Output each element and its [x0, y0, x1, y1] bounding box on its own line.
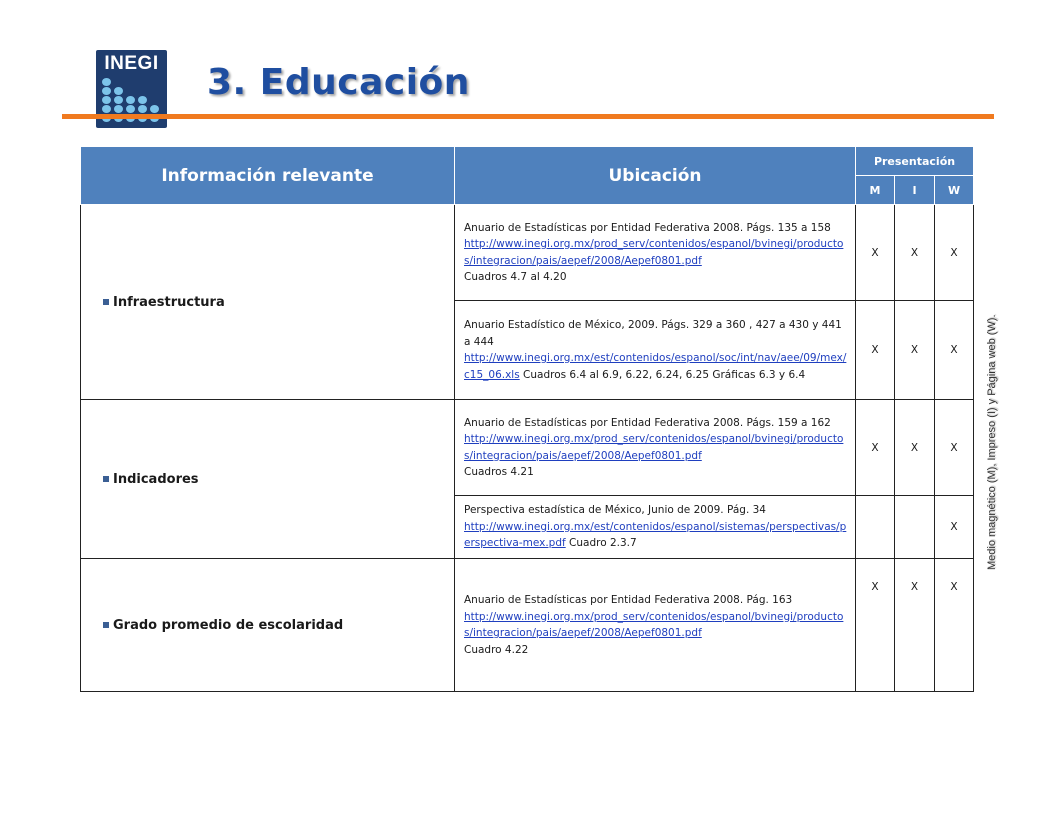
mark-w: X [935, 400, 974, 496]
header-ubicacion: Ubicación [455, 147, 856, 205]
item-indicadores: Indicadores [81, 400, 455, 559]
bullet-icon [103, 299, 109, 305]
source-link[interactable]: http://www.inegi.org.mx/prod_serv/contenidos/espanol/bvinegi/productos/integracion/pais/aepef/2008/Aepef0801.pdf [464, 610, 844, 639]
item-grado-promedio: Grado promedio de escolaridad [81, 559, 455, 692]
presentation-legend: Medio magnético (M), Impreso (I) y Página web (W). [986, 314, 998, 570]
mark-m [856, 496, 895, 559]
bullet-icon [103, 476, 109, 482]
location-cell: Perspectiva estadística de México, Junio de 2009. Pág. 34 http://www.inegi.org.mx/est/contenidos/espanol/sistemas/perspectivas/perspectiva-mex.pdf Cuadro 2.3.7 [455, 496, 856, 559]
mark-i: X [895, 205, 935, 301]
table-row [81, 559, 974, 692]
header-presentacion: Presentación [856, 147, 974, 176]
mark-m: X [856, 559, 895, 692]
header-informacion: Información relevante [81, 147, 455, 205]
table-row [81, 400, 974, 496]
mark-i: X [895, 559, 935, 692]
table-row [81, 205, 974, 301]
education-table [80, 146, 974, 692]
mark-w: X [935, 301, 974, 400]
source-link[interactable]: http://www.inegi.org.mx/est/contenidos/espanol/sistemas/perspectivas/perspectiva-mex.pdf [464, 520, 847, 550]
item-infraestructura: Infraestructura [81, 205, 455, 400]
header-i: I [895, 176, 935, 205]
mark-m: X [856, 301, 895, 400]
mark-w: X [935, 559, 974, 692]
source-link[interactable]: http://www.inegi.org.mx/prod_serv/contenidos/espanol/bvinegi/productos/integracion/pais/aepef/2008/Aepef0801.pdf [464, 433, 844, 462]
bullet-icon [103, 622, 109, 628]
mark-w: X [935, 496, 974, 559]
source-link[interactable]: http://www.inegi.org.mx/est/contenidos/espanol/soc/int/nav/aee/09/mex/c15_06.xls [464, 352, 847, 381]
logo-text: INEGI [104, 53, 159, 74]
header-w: W [935, 176, 974, 205]
page-title: 3. Educación [207, 62, 470, 103]
mark-i: X [895, 301, 935, 400]
location-cell: Anuario Estadístico de México, 2009. Págs. 329 a 360 , 427 a 430 y 441 a 444 http://www.inegi.org.mx/est/contenidos/espanol/soc/int/nav/aee/09/mex/c15_06.xls Cuadros 6.4 al 6.9, 6.22, 6.24, 6.25 Gráficas 6.3 y 6.4 [455, 301, 856, 400]
mark-w: X [935, 205, 974, 301]
mark-m: X [856, 205, 895, 301]
location-cell: Anuario de Estadísticas por Entidad Federativa 2008. Págs. 135 a 158 http://www.inegi.org.mx/prod_serv/contenidos/espanol/bvinegi/productos/integracion/pais/aepef/2008/Aepef0801.pdf Cuadros 4.7 al 4.20 [455, 205, 856, 301]
location-cell: Anuario de Estadísticas por Entidad Federativa 2008. Págs. 159 a 162 http://www.inegi.org.mx/prod_serv/contenidos/espanol/bvinegi/productos/integracion/pais/aepef/2008/Aepef0801.pdf Cuadros 4.21 [455, 400, 856, 496]
mark-i [895, 496, 935, 559]
location-cell: Anuario de Estadísticas por Entidad Federativa 2008. Pág. 163 http://www.inegi.org.mx/prod_serv/contenidos/espanol/bvinegi/productos/integracion/pais/aepef/2008/Aepef0801.pdf Cuadro 4.22 [455, 559, 856, 692]
mark-m: X [856, 400, 895, 496]
header-divider [62, 114, 994, 119]
source-link[interactable]: http://www.inegi.org.mx/prod_serv/contenidos/espanol/bvinegi/productos/integracion/pais/aepef/2008/Aepef0801.pdf [464, 238, 844, 267]
header-m: M [856, 176, 895, 205]
mark-i: X [895, 400, 935, 496]
